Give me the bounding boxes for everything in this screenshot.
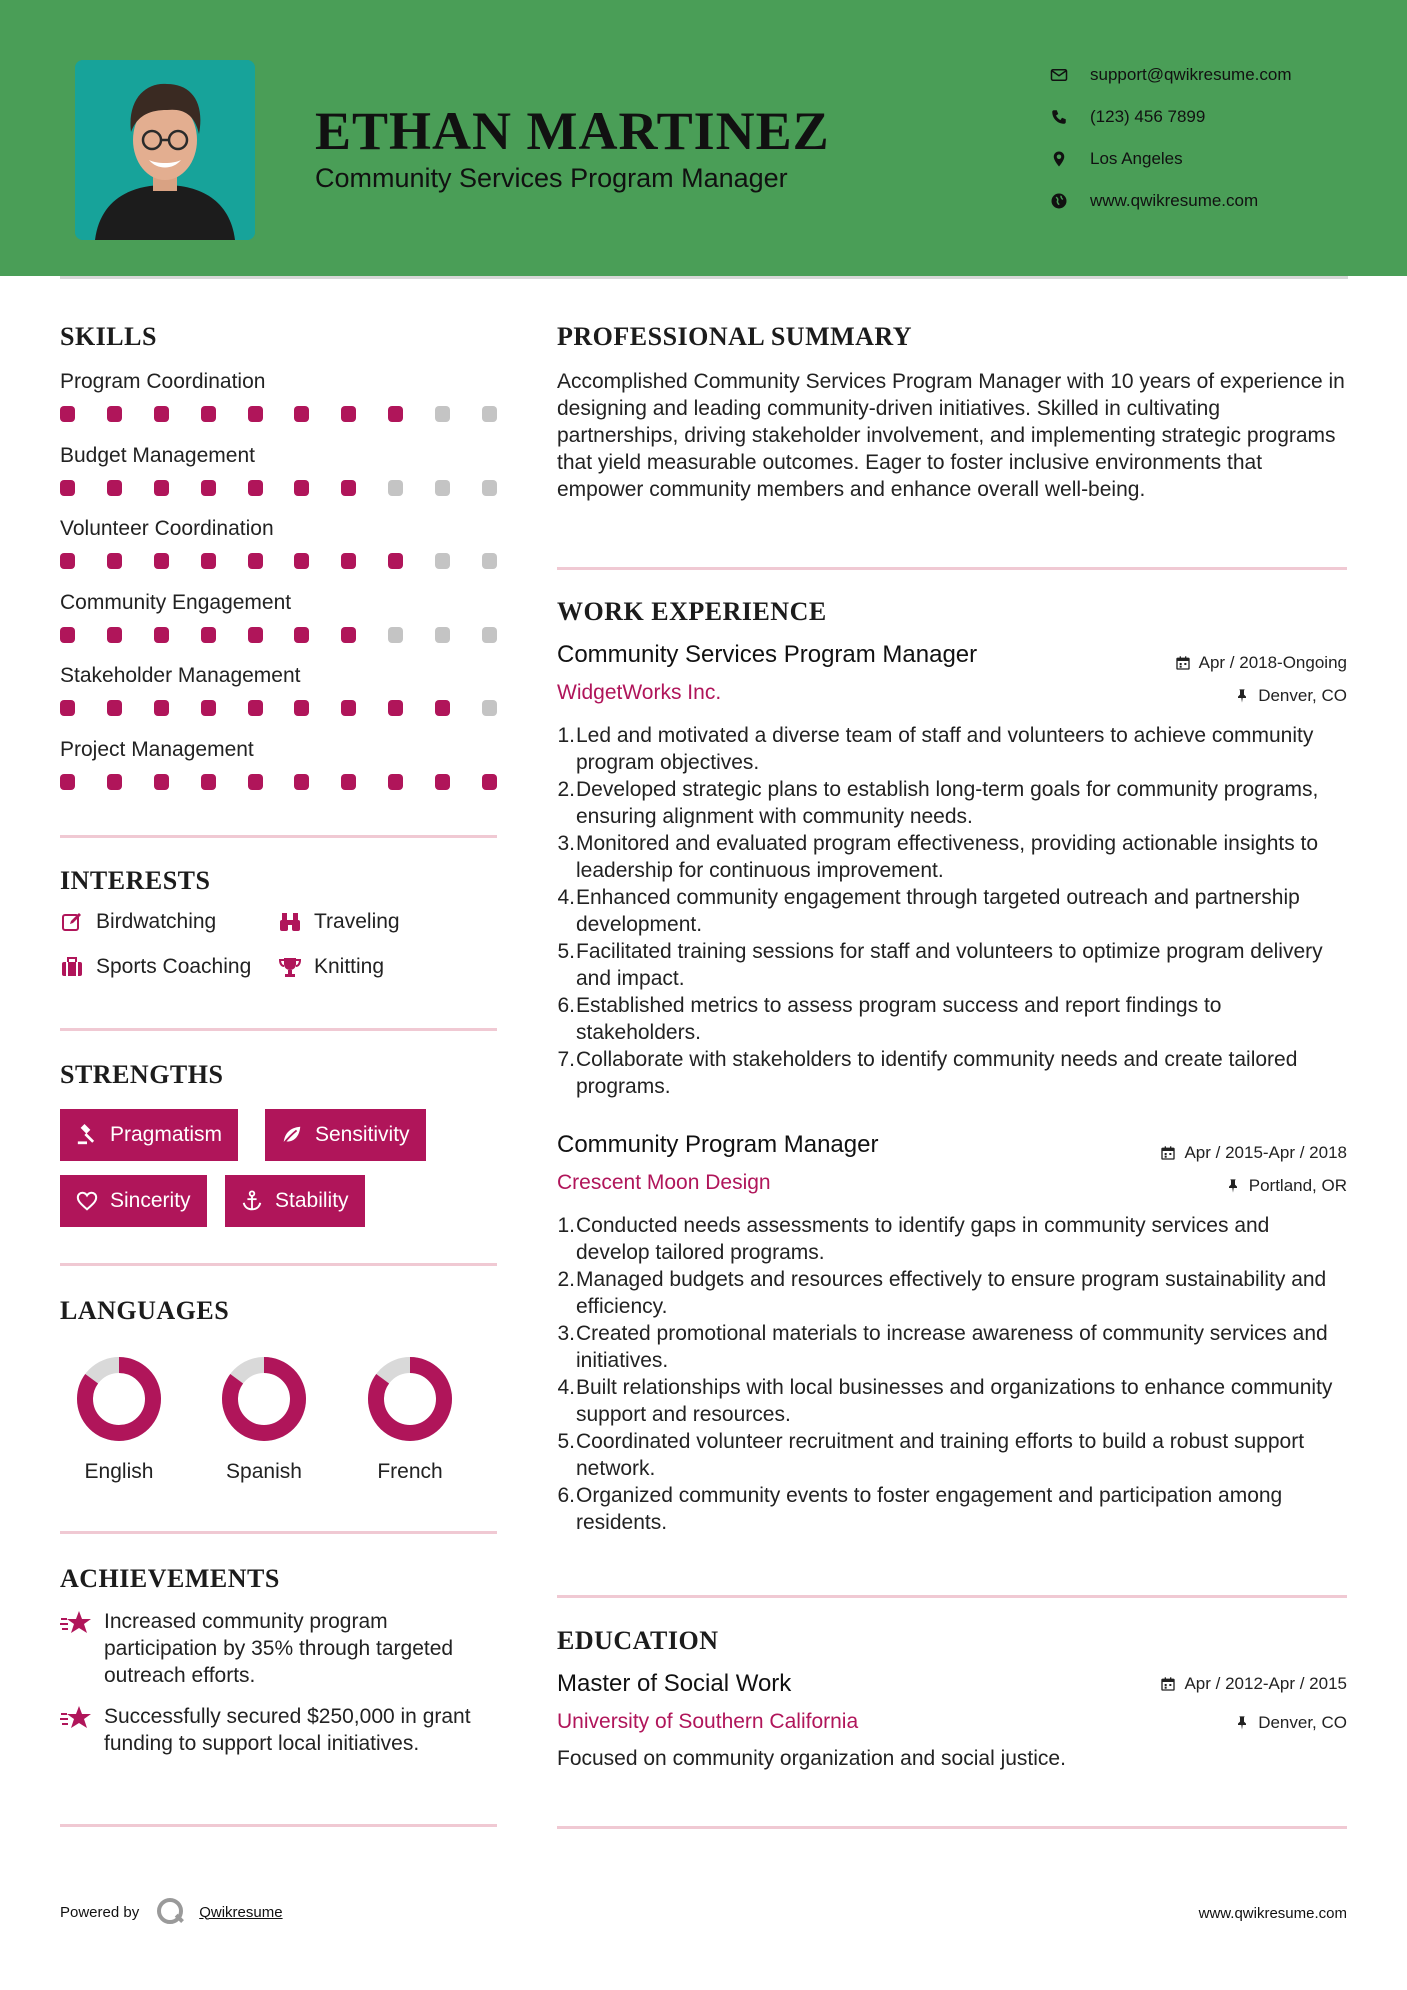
strengths-title: STRENGTHS	[60, 1060, 224, 1089]
bullet-number: 3.	[557, 832, 575, 855]
job-bullet	[557, 884, 1347, 938]
education-location	[1234, 1713, 1347, 1733]
skill-item	[60, 517, 500, 569]
bullet-number: 6.	[557, 994, 575, 1017]
job-bullets	[557, 1212, 1347, 1536]
experience-title: WORK EXPERIENCE	[557, 597, 827, 626]
rating-dot-filled	[294, 627, 309, 643]
skill-item	[60, 591, 500, 643]
job-bullet	[557, 992, 1347, 1046]
rating-dot-filled	[294, 774, 309, 790]
interest-label: Birdwatching	[96, 910, 217, 933]
rating-dot-filled	[341, 627, 356, 643]
interest-sports-coaching	[60, 955, 251, 979]
achievement-text: Increased community program participation by 35% through targeted outreach efforts.	[104, 1610, 454, 1687]
rating-dot-filled	[248, 406, 263, 422]
contact-email[interactable]	[1050, 54, 1292, 96]
rating-dot-filled	[107, 406, 122, 422]
contact-location	[1050, 138, 1292, 180]
job-location	[1234, 686, 1347, 706]
rating-dot-filled	[294, 700, 309, 716]
rating-dot-filled	[248, 480, 263, 496]
interests-title: INTERESTS	[60, 866, 211, 895]
languages-divider	[60, 1531, 497, 1534]
rating-dot-filled	[294, 480, 309, 496]
summary-title: PROFESSIONAL SUMMARY	[557, 322, 913, 351]
experience-divider	[557, 1595, 1347, 1598]
bullet-text: Developed strategic plans to establish long-term goals for community programs, ensuring alignment with community needs.	[576, 778, 1319, 828]
bullet-number: 1.	[557, 724, 575, 747]
rating-dot-filled	[341, 406, 356, 422]
rating-dot-filled	[341, 480, 356, 496]
strength-label: Stability	[275, 1189, 349, 1212]
star-icon	[60, 1705, 92, 1731]
calendar-icon	[1175, 655, 1191, 671]
rating-dot-empty	[482, 627, 497, 643]
achievements-divider	[60, 1824, 497, 1827]
skill-name: Program Coordination	[60, 370, 266, 393]
job-bullet	[557, 1428, 1347, 1482]
rating-dot-filled	[107, 480, 122, 496]
bullet-number: 2.	[557, 1268, 575, 1291]
skill-rating	[60, 480, 497, 496]
strength-pragmatism	[60, 1109, 238, 1161]
interest-birdwatching	[60, 910, 216, 934]
strength-sensitivity	[265, 1109, 426, 1161]
skill-name: Volunteer Coordination	[60, 517, 274, 540]
rating-dot-filled	[248, 700, 263, 716]
language-item	[54, 1356, 184, 1484]
skill-rating	[60, 774, 497, 790]
qwikresume-link[interactable]: Qwikresume	[199, 1903, 283, 1921]
map-pin-icon	[1050, 150, 1068, 168]
briefcase-icon	[60, 955, 84, 979]
job-bullets	[557, 722, 1347, 1100]
language-ring	[76, 1356, 162, 1442]
language-ring	[221, 1356, 307, 1442]
rating-dot-filled	[388, 774, 403, 790]
rating-dot-filled	[248, 627, 263, 643]
contact-phone[interactable]	[1050, 96, 1292, 138]
rating-dot-filled	[60, 700, 75, 716]
job-title: Community Program Manager	[557, 1131, 879, 1158]
bullet-number: 4.	[557, 1376, 575, 1399]
rating-dot-empty	[435, 627, 450, 643]
skill-rating	[60, 627, 497, 643]
rating-dot-empty	[482, 700, 497, 716]
rating-dot-filled	[341, 774, 356, 790]
trophy-icon	[278, 955, 302, 979]
bullet-number: 7.	[557, 1048, 575, 1071]
interest-label: Knitting	[314, 955, 385, 978]
rating-dot-filled	[107, 627, 122, 643]
skill-name: Project Management	[60, 737, 254, 761]
rating-dot-filled	[154, 774, 169, 790]
achievement-text: Successfully secured $250,000 in grant funding to support local initiatives.	[104, 1705, 471, 1755]
skill-item	[60, 444, 500, 496]
skills-divider	[60, 835, 497, 838]
rating-dot-filled	[154, 700, 169, 716]
binoculars-icon	[278, 910, 302, 934]
edit-icon	[60, 910, 84, 934]
education-description: Focused on community organization and social justice.	[557, 1747, 1066, 1770]
phone-icon	[1050, 108, 1068, 126]
job-company: Crescent Moon Design	[557, 1171, 771, 1194]
rating-dot-filled	[294, 553, 309, 569]
strength-sincerity	[60, 1175, 207, 1227]
skill-item	[60, 664, 500, 716]
strength-stability	[225, 1175, 365, 1227]
rating-dot-filled	[60, 774, 75, 790]
calendar-icon	[1160, 1676, 1176, 1692]
skill-rating	[60, 406, 497, 422]
job-bullet	[557, 1482, 1347, 1536]
language-name: French	[377, 1460, 443, 1483]
leaf-icon	[281, 1124, 303, 1146]
pushpin-icon	[1225, 1178, 1241, 1194]
skill-item	[60, 370, 500, 422]
bullet-text: Managed budgets and resources effectively to ensure program sustainability and efficiency.	[576, 1268, 1327, 1318]
rating-dot-filled	[154, 480, 169, 496]
contact-location-text: Los Angeles	[1090, 149, 1183, 168]
education-school: University of Southern California	[557, 1710, 859, 1733]
job-location-text: Denver, CO	[1258, 686, 1347, 705]
pushpin-icon	[1234, 1715, 1250, 1731]
job-bullet	[557, 938, 1347, 992]
contact-list	[1050, 54, 1292, 222]
education-degree: Master of Social Work	[557, 1670, 792, 1697]
skill-item	[60, 738, 500, 790]
bullet-text: Established metrics to assess program success and report findings to stakeholders.	[576, 994, 1222, 1044]
bullet-number: 4.	[557, 886, 575, 909]
job-company: WidgetWorks Inc.	[557, 681, 722, 704]
globe-icon	[1050, 192, 1068, 210]
bullet-text: Led and motivated a diverse team of staff and volunteers to achieve community program objectives.	[576, 724, 1314, 774]
bullet-text: Organized community events to foster engagement and participation among residents.	[576, 1484, 1283, 1534]
interest-label: Sports Coaching	[96, 955, 252, 978]
bullet-number: 6.	[557, 1484, 575, 1507]
job-dates	[1160, 1143, 1347, 1163]
rating-dot-filled	[201, 553, 216, 569]
job-dates-text: Apr / 2018-Ongoing	[1198, 653, 1347, 672]
rating-dot-filled	[201, 406, 216, 422]
rating-dot-filled	[435, 700, 450, 716]
rating-dot-empty	[482, 406, 497, 422]
skill-name: Community Engagement	[60, 590, 292, 614]
rating-dot-filled	[294, 406, 309, 422]
language-name: English	[84, 1460, 154, 1483]
education-title: EDUCATION	[557, 1626, 719, 1655]
star-icon	[60, 1610, 92, 1636]
skill-name: Stakeholder Management	[60, 664, 301, 687]
rating-dot-filled	[154, 406, 169, 422]
skill-rating	[60, 700, 497, 716]
languages-title: LANGUAGES	[60, 1296, 230, 1325]
bullet-number: 1.	[557, 1214, 575, 1237]
gavel-icon	[76, 1124, 98, 1146]
rating-dot-filled	[201, 774, 216, 790]
achievements-title: ACHIEVEMENTS	[60, 1564, 280, 1593]
contact-website[interactable]	[1050, 180, 1292, 222]
rating-dot-empty	[482, 553, 497, 569]
interests-divider	[60, 1028, 497, 1031]
job-bullet	[557, 1266, 1347, 1320]
bullet-text: Created promotional materials to increase awareness of community services and initiatives.	[576, 1322, 1328, 1372]
anchor-icon	[241, 1190, 263, 1212]
rating-dot-filled	[248, 774, 263, 790]
interest-traveling	[278, 910, 400, 934]
language-item	[199, 1356, 329, 1484]
rating-dot-filled	[201, 700, 216, 716]
heart-icon	[76, 1190, 98, 1212]
bullet-number: 3.	[557, 1322, 575, 1345]
job-bullet	[557, 1212, 1347, 1266]
rating-dot-filled	[107, 700, 122, 716]
rating-dot-filled	[482, 774, 497, 790]
summary-text: Accomplished Community Services Program Manager with 10 years of experience in designing and leading community-driven initiatives. Skilled in cultivating partnerships, driving stakeholder involvement, and implementing strategic programs that yield measurable outcomes. Eager to foster inclusive environments that empower community members and enhance overall well-being.	[557, 370, 1345, 501]
bullet-text: Built relationships with local businesses and organizations to enhance community support and resources.	[576, 1376, 1333, 1426]
rating-dot-empty	[435, 553, 450, 569]
strength-label: Sincerity	[110, 1189, 191, 1212]
rating-dot-empty	[388, 627, 403, 643]
rating-dot-filled	[107, 553, 122, 569]
rating-dot-filled	[201, 480, 216, 496]
calendar-icon	[1160, 1145, 1176, 1161]
strength-label: Pragmatism	[110, 1123, 223, 1146]
job-bullet	[557, 1046, 1347, 1100]
candidate-role: Community Services Program Manager	[315, 163, 788, 193]
rating-dot-empty	[435, 406, 450, 422]
bullet-number: 5.	[557, 940, 575, 963]
strengths-divider	[60, 1263, 497, 1266]
job-location-text: Portland, OR	[1248, 1176, 1347, 1195]
achievement-item	[60, 1608, 480, 1689]
bullet-number: 5.	[557, 1430, 575, 1453]
powered-by-label: Powered by	[60, 1903, 140, 1921]
rating-dot-filled	[435, 774, 450, 790]
achievement-item	[60, 1703, 480, 1757]
language-ring	[367, 1356, 453, 1442]
education-dates-text: Apr / 2012-Apr / 2015	[1184, 1674, 1347, 1693]
rating-dot-filled	[388, 700, 403, 716]
language-name: Spanish	[226, 1460, 302, 1483]
skill-rating	[60, 553, 497, 569]
rating-dot-filled	[60, 480, 75, 496]
skill-name: Budget Management	[60, 443, 255, 467]
job-dates	[1175, 653, 1347, 673]
education-dates	[1160, 1674, 1347, 1694]
job-bullet	[557, 722, 1347, 776]
job-bullet	[557, 776, 1347, 830]
bullet-text: Coordinated volunteer recruitment and training efforts to build a robust support network.	[576, 1430, 1305, 1480]
job-bullet	[557, 1374, 1347, 1428]
bullet-text: Collaborate with stakeholders to identify community needs and create tailored programs.	[576, 1048, 1298, 1098]
interest-knitting	[278, 955, 384, 979]
rating-dot-filled	[201, 627, 216, 643]
footer-site[interactable]: www.qwikresume.com	[1198, 1905, 1347, 1922]
rating-dot-empty	[435, 480, 450, 496]
rating-dot-filled	[388, 406, 403, 422]
rating-dot-filled	[248, 553, 263, 569]
bullet-text: Facilitated training sessions for staff and volunteers to optimize program delivery and impact.	[576, 940, 1323, 990]
rating-dot-filled	[107, 774, 122, 790]
rating-dot-filled	[154, 627, 169, 643]
job-title: Community Services Program Manager	[557, 641, 978, 668]
bullet-text: Enhanced community engagement through targeted outreach and partnership development.	[576, 886, 1300, 936]
pushpin-icon	[1234, 688, 1250, 704]
education-divider	[557, 1826, 1347, 1829]
rating-dot-filled	[60, 406, 75, 422]
candidate-name: ETHAN MARTINEZ	[315, 101, 830, 161]
rating-dot-empty	[388, 480, 403, 496]
envelope-icon	[1050, 66, 1068, 84]
header-divider	[60, 276, 1348, 279]
footer-powered-by	[60, 1896, 283, 1928]
interest-label: Traveling	[314, 910, 400, 933]
rating-dot-filled	[341, 553, 356, 569]
qwikresume-logo-icon	[155, 1896, 187, 1928]
rating-dot-empty	[482, 480, 497, 496]
language-item	[345, 1356, 475, 1484]
rating-dot-filled	[341, 700, 356, 716]
profile-photo	[75, 60, 255, 240]
bullet-text: Monitored and evaluated program effectiveness, providing actionable insights to leadership for continuous improvement.	[576, 832, 1319, 882]
contact-phone-text: (123) 456 7899	[1090, 107, 1206, 126]
education-location-text: Denver, CO	[1258, 1713, 1347, 1732]
rating-dot-filled	[60, 553, 75, 569]
rating-dot-filled	[154, 553, 169, 569]
bullet-text: Conducted needs assessments to identify gaps in community services and develop tailored programs.	[576, 1214, 1270, 1264]
strength-label: Sensitivity	[315, 1123, 410, 1146]
job-bullet	[557, 1320, 1347, 1374]
rating-dot-filled	[60, 627, 75, 643]
job-dates-text: Apr / 2015-Apr / 2018	[1184, 1143, 1347, 1162]
contact-website-text: www.qwikresume.com	[1090, 191, 1259, 210]
rating-dot-filled	[388, 553, 403, 569]
summary-divider	[557, 567, 1347, 570]
contact-email-text: support@qwikresume.com	[1090, 65, 1292, 84]
skills-title: SKILLS	[60, 322, 157, 351]
job-bullet	[557, 830, 1347, 884]
job-location	[1225, 1176, 1347, 1196]
bullet-number: 2.	[557, 778, 575, 801]
